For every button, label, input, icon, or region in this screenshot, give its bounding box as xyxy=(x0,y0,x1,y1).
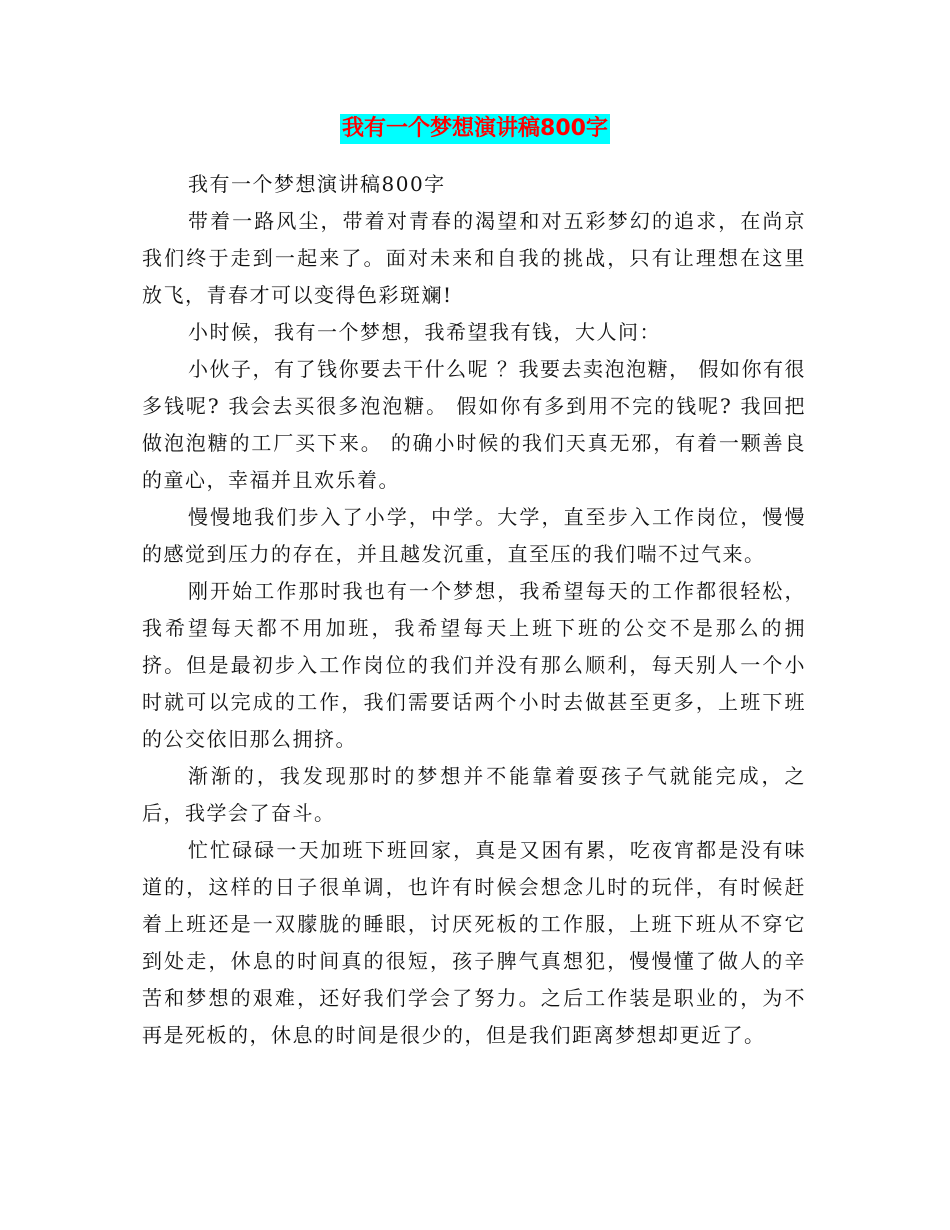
paragraph: 慢慢地我们步入了小学，中学。大学，直至步入工作岗位，慢慢的感觉到压力的存在，并且越发沉重，直至压的我们喘不过气来。 xyxy=(142,505,806,566)
paragraph: 忙忙碌碌一天加班下班回家，真是又困有累，吃夜宵都是没有味道的，这样的日子很单调，也许有时候会想念儿时的玩伴，有时候赶着上班还是一双朦胧的睡眼，讨厌死板的工作服，上班下班从不穿它到处走，休息的时间真的很短，孩子脾气真想犯，慢慢懂了做人的辛苦和梦想的艰难，还好我们学会了努力。之后工作装是职业的，为不再是死板的，休息的时间是很少的，但是我们距离梦想却更近了。 xyxy=(142,838,806,1047)
title-container xyxy=(0,114,950,144)
document-body xyxy=(142,166,806,1054)
paragraph: 带着一路风尘，带着对青春的渴望和对五彩梦幻的追求，在尚京我们终于走到一起来了。面对未来和自我的挑战，只有让理想在这里放飞，青春才可以变得色彩斑斓! xyxy=(142,209,806,307)
paragraph-subtitle: 我有一个梦想演讲稿800字 xyxy=(188,172,446,196)
paragraph: 渐渐的，我发现那时的梦想并不能靠着耍孩子气就能完成，之后，我学会了奋斗。 xyxy=(142,764,806,825)
document-title: 我有一个梦想演讲稿800字 xyxy=(340,114,610,144)
paragraph: 小伙子，有了钱你要去干什么呢 ？我要去卖泡泡糖， 假如你有很多钱呢? 我会去买很多泡泡糖。 假如你有多到用不完的钱呢? 我回把做泡泡糖的工厂买下来。 的确小时候的我们天真无邪，有着一颗善良的童心，幸福并且欢乐着。 xyxy=(142,357,806,492)
paragraph: 小时候，我有一个梦想，我希望我有钱，大人问： xyxy=(188,320,661,344)
paragraph: 刚开始工作那时我也有一个梦想，我希望每天的工作都很轻松，我希望每天都不用加班，我希望每天上班下班的公交不是那么的拥挤。但是最初步入工作岗位的我们并没有那么顺利，每天别人一个小时就可以完成的工作，我们需要话两个小时去做甚至更多，上班下班的公交依旧那么拥挤。 xyxy=(142,579,806,751)
